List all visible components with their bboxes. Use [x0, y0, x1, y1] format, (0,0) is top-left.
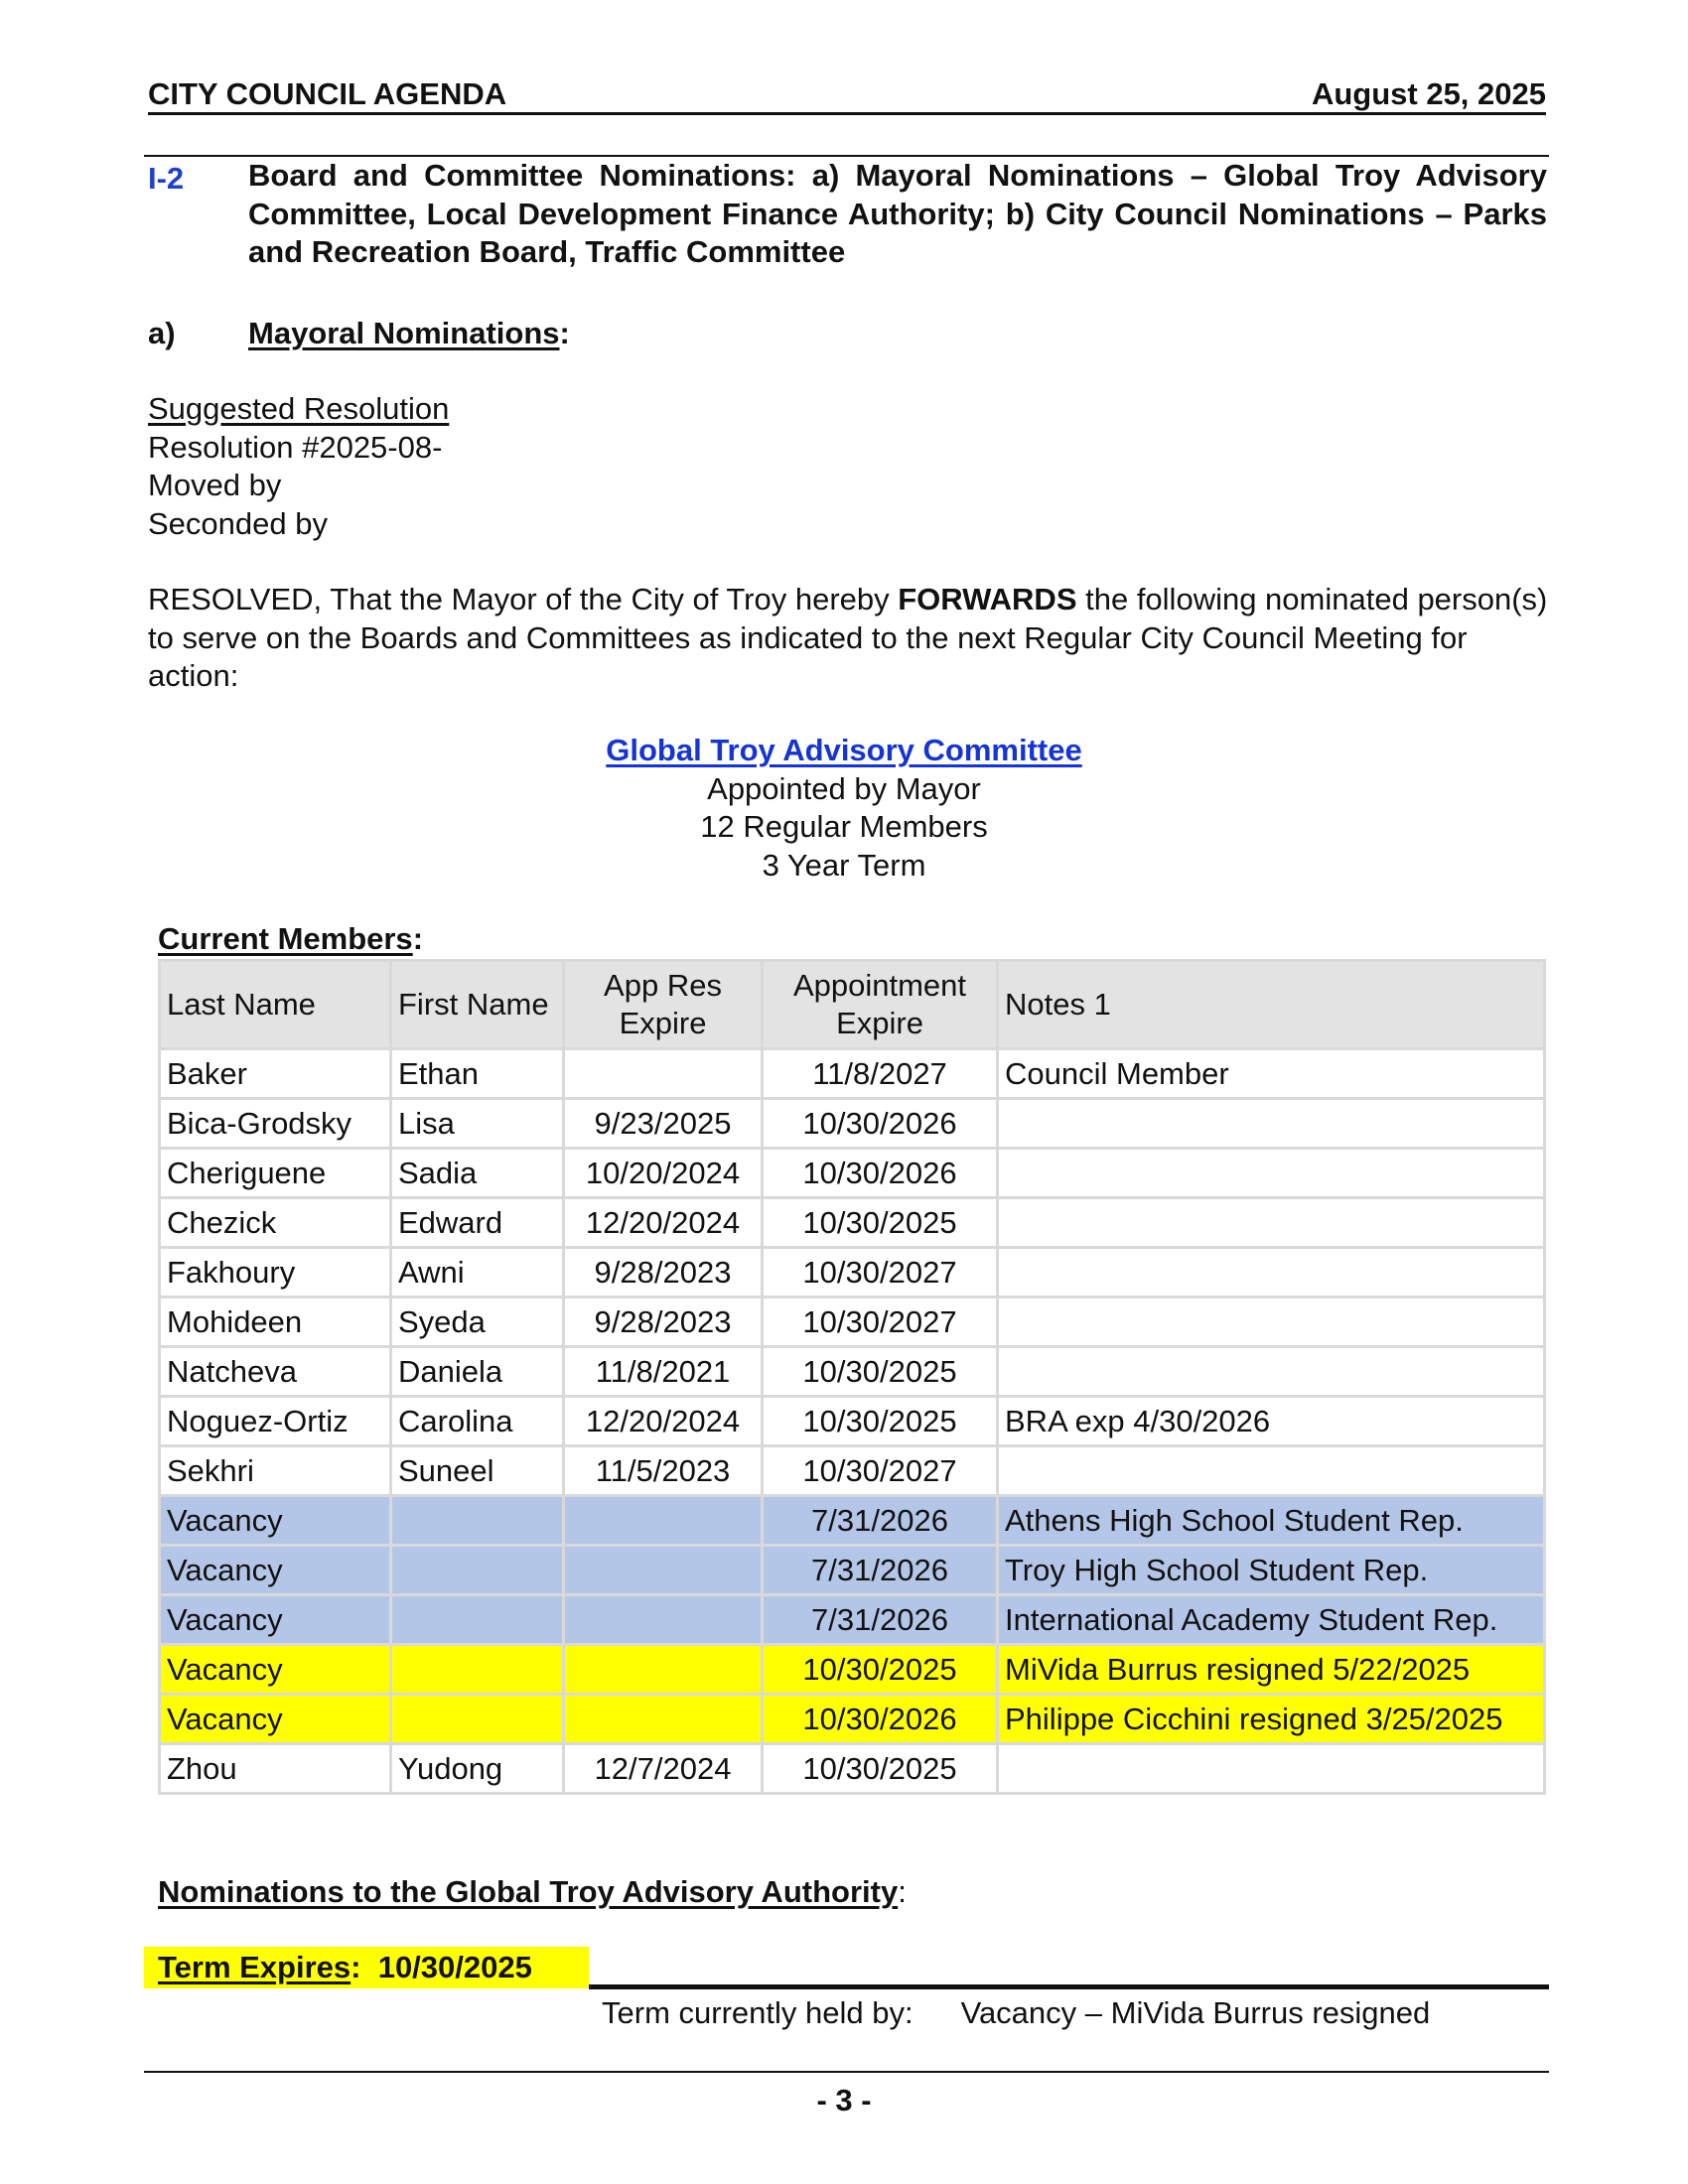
cell-first-name: Yudong: [391, 1744, 564, 1794]
table-row: [160, 1198, 1545, 1248]
cell-last-name: Mohideen: [160, 1297, 391, 1347]
cell-notes: Troy High School Student Rep.: [998, 1546, 1545, 1595]
agenda-title: CITY COUNCIL AGENDA: [148, 76, 507, 111]
table-row: [160, 1397, 1545, 1446]
moved-by: Moved by: [148, 468, 282, 502]
header-appointment-line1: Appointment: [792, 968, 967, 1003]
cell-notes: [998, 1248, 1545, 1297]
resolution-number: Resolution #2025-08-: [148, 429, 443, 465]
term-expires-value: 10/30/2025: [377, 1950, 532, 1984]
committee-block: [427, 732, 1261, 885]
cell-appointment-expire: 10/30/2026: [763, 1149, 998, 1198]
table-row: [160, 1446, 1545, 1496]
table-row: [160, 1595, 1545, 1645]
cell-first-name: Lisa: [391, 1099, 564, 1149]
agenda-date: August 25, 2025: [1311, 76, 1546, 111]
cell-last-name: Vacancy: [160, 1546, 391, 1595]
term-expires-highlight: [144, 1947, 589, 1988]
cell-app-res-expire: 9/23/2025: [564, 1099, 763, 1149]
table-row: [160, 1695, 1545, 1744]
cell-app-res-expire: [564, 1595, 763, 1645]
cell-notes: [998, 1149, 1545, 1198]
section-title: [248, 316, 570, 351]
cell-last-name: Vacancy: [160, 1645, 391, 1695]
table-row: [160, 1248, 1545, 1297]
cell-appointment-expire: 10/30/2025: [763, 1347, 998, 1397]
cell-first-name: Carolina: [391, 1397, 564, 1446]
resolved-text-start: RESOLVED, That the Mayor of the City of Troy hereby: [148, 582, 899, 616]
cell-notes: [998, 1744, 1545, 1794]
cell-app-res-expire: 9/28/2023: [564, 1297, 763, 1347]
cell-notes: [998, 1198, 1545, 1248]
seconded-by: Seconded by: [148, 505, 328, 541]
cell-appointment-expire: 10/30/2025: [763, 1645, 998, 1695]
nominations-colon: :: [898, 1874, 907, 1909]
current-members-colon: :: [412, 921, 424, 956]
header-appointment-expire: [763, 961, 998, 1049]
cell-appointment-expire: 10/30/2026: [763, 1695, 998, 1744]
table-row: [160, 1347, 1545, 1397]
table-row: [160, 1149, 1545, 1198]
cell-first-name: [391, 1546, 564, 1595]
cell-last-name: Natcheva: [160, 1347, 391, 1397]
cell-notes: MiVida Burrus resigned 5/22/2025: [998, 1645, 1545, 1695]
committee-name-link[interactable]: Global Troy Advisory Committee: [606, 733, 1082, 767]
item-title: Board and Committee Nominations: a) Mayoral Nominations – Global Troy Advisory Committee, Local Development Finance Authority; b) City Council Nominations – Parks and Recreation Board, Traffic Committee: [248, 158, 1547, 269]
cell-last-name: Sekhri: [160, 1446, 391, 1496]
cell-app-res-expire: [564, 1695, 763, 1744]
footer-divider: [144, 2071, 1549, 2073]
term-held-label: Term currently held by:: [602, 1995, 914, 2030]
table-row: [160, 1546, 1545, 1595]
resolution-heading: Suggested Resolution: [148, 391, 450, 426]
nominations-label: Nominations to the Global Troy Advisory Authority: [158, 1874, 899, 1909]
cell-notes: International Academy Student Rep.: [998, 1595, 1545, 1645]
nominations-heading: [158, 1874, 907, 1910]
committee-appointed-by: Appointed by Mayor: [707, 770, 981, 806]
term-expires-label: Term Expires: [158, 1950, 352, 1984]
cell-last-name: Fakhoury: [160, 1248, 391, 1297]
section-letter: a): [148, 316, 176, 350]
cell-appointment-expire: 10/30/2027: [763, 1446, 998, 1496]
table-row: [160, 1049, 1545, 1099]
cell-last-name: Noguez-Ortiz: [160, 1397, 391, 1446]
header-last-name: Last Name: [160, 961, 391, 1049]
cell-appointment-expire: 7/31/2026: [763, 1595, 998, 1645]
resolved-text-end: the following nominated person(s) to serve on the Boards and Committees as indicated to the next Regular City Council Meeting for action:: [148, 582, 1548, 693]
cell-first-name: Suneel: [391, 1446, 564, 1496]
term-expires-sep: :: [351, 1950, 361, 1984]
cell-appointment-expire: 7/31/2026: [763, 1496, 998, 1546]
cell-app-res-expire: [564, 1546, 763, 1595]
cell-notes: [998, 1297, 1545, 1347]
cell-appointment-expire: 10/30/2027: [763, 1297, 998, 1347]
cell-app-res-expire: 10/20/2024: [564, 1149, 763, 1198]
section-title-text: Mayoral Nominations: [248, 316, 560, 350]
cell-last-name: Vacancy: [160, 1695, 391, 1744]
cell-app-res-expire: [564, 1645, 763, 1695]
header-appointment-line2: Expire: [836, 1006, 923, 1040]
item-number: I-2: [148, 161, 185, 196]
cell-first-name: Syeda: [391, 1297, 564, 1347]
cell-appointment-expire: 10/30/2026: [763, 1099, 998, 1149]
cell-last-name: Cheriguene: [160, 1149, 391, 1198]
cell-app-res-expire: [564, 1496, 763, 1546]
committee-member-count: 12 Regular Members: [700, 809, 988, 844]
current-members-heading: [158, 921, 423, 957]
cell-first-name: Edward: [391, 1198, 564, 1248]
cell-appointment-expire: 10/30/2027: [763, 1248, 998, 1297]
cell-first-name: [391, 1695, 564, 1744]
cell-appointment-expire: 10/30/2025: [763, 1397, 998, 1446]
cell-notes: [998, 1099, 1545, 1149]
resolution-block: [148, 390, 449, 543]
cell-notes: BRA exp 4/30/2026: [998, 1397, 1545, 1446]
cell-first-name: Sadia: [391, 1149, 564, 1198]
term-held-value: Vacancy – MiVida Burrus resigned: [960, 1995, 1431, 2030]
cell-first-name: Daniela: [391, 1347, 564, 1397]
members-table-body: [160, 1049, 1545, 1794]
table-row: [160, 1744, 1545, 1794]
cell-first-name: Awni: [391, 1248, 564, 1297]
header-notes: Notes 1: [998, 961, 1545, 1049]
cell-last-name: Baker: [160, 1049, 391, 1099]
cell-app-res-expire: 11/5/2023: [564, 1446, 763, 1496]
cell-app-res-expire: 12/20/2024: [564, 1198, 763, 1248]
current-members-label: Current Members: [158, 921, 413, 956]
page-header: [148, 76, 1546, 115]
cell-notes: Council Member: [998, 1049, 1545, 1099]
members-table: [158, 959, 1546, 1795]
cell-appointment-expire: 10/30/2025: [763, 1198, 998, 1248]
table-row: [160, 1099, 1545, 1149]
cell-last-name: Vacancy: [160, 1595, 391, 1645]
cell-first-name: [391, 1595, 564, 1645]
cell-first-name: [391, 1496, 564, 1546]
header-app-res-line2: Expire: [619, 1006, 707, 1040]
cell-app-res-expire: [564, 1049, 763, 1099]
nominee-signature-line[interactable]: [589, 1984, 1549, 1989]
members-table-header: [160, 961, 1545, 1049]
cell-first-name: Ethan: [391, 1049, 564, 1099]
cell-notes: Athens High School Student Rep.: [998, 1496, 1545, 1546]
cell-app-res-expire: 9/28/2023: [564, 1248, 763, 1297]
committee-term: 3 Year Term: [762, 847, 926, 883]
header-app-res-expire: [564, 961, 763, 1049]
cell-appointment-expire: 7/31/2026: [763, 1546, 998, 1595]
cell-app-res-expire: 12/20/2024: [564, 1397, 763, 1446]
term-held-by: [602, 1995, 1430, 2031]
table-row: [160, 1496, 1545, 1546]
resolved-paragraph: [148, 581, 1558, 696]
cell-first-name: [391, 1645, 564, 1695]
header-app-res-line1: App Res: [604, 968, 722, 1003]
header-first-name: First Name: [391, 961, 564, 1049]
cell-notes: [998, 1446, 1545, 1496]
cell-app-res-expire: 12/7/2024: [564, 1744, 763, 1794]
table-row: [160, 1297, 1545, 1347]
cell-last-name: Bica-Grodsky: [160, 1099, 391, 1149]
cell-appointment-expire: 11/8/2027: [763, 1049, 998, 1099]
cell-appointment-expire: 10/30/2025: [763, 1744, 998, 1794]
table-row: [160, 1645, 1545, 1695]
cell-app-res-expire: 11/8/2021: [564, 1347, 763, 1397]
cell-notes: [998, 1347, 1545, 1397]
cell-last-name: Zhou: [160, 1744, 391, 1794]
cell-notes: Philippe Cicchini resigned 3/25/2025: [998, 1695, 1545, 1744]
resolved-emphasis: FORWARDS: [898, 582, 1077, 616]
section-title-colon: :: [559, 316, 570, 350]
cell-last-name: Vacancy: [160, 1496, 391, 1546]
cell-last-name: Chezick: [160, 1198, 391, 1248]
page-number: - 3 -: [816, 2083, 872, 2117]
